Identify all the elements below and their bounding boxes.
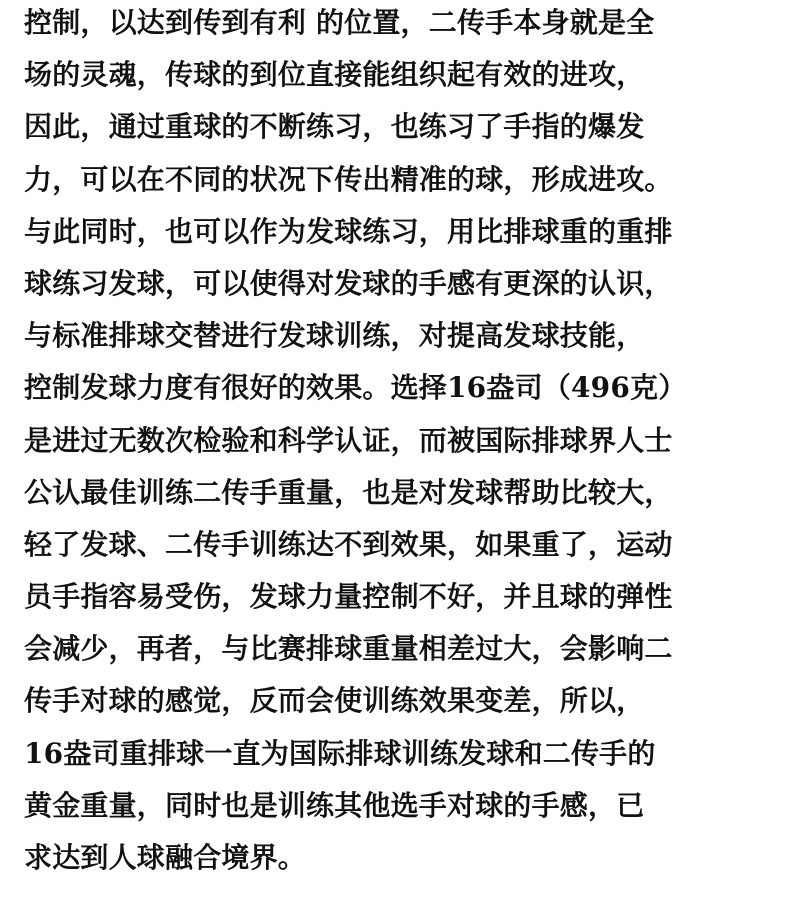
- text-line: 公认最佳训练二传手重量，也是对发球帮助比较大，: [24, 475, 673, 509]
- text-line: 因此，通过重球的不断练习，也练习了手指的爆发: [24, 110, 645, 144]
- text-line: 会减少，再者，与比赛排球重量相差过大，会影响二: [24, 632, 673, 666]
- text-line: 力，可以在不同的状况下传出精准的球，形成进攻。: [24, 162, 673, 196]
- text-line: 控制，以达到传到有利 的位置，二传手本身就是全: [24, 6, 655, 39]
- text-line: 16盎司重排球一直为国际排球训练发球和二传手的: [24, 736, 656, 770]
- text-line: 与标准排球交替进行发球训练，对提高发球技能，: [24, 319, 645, 353]
- text-line: 是进过无数次检验和科学认证，而被国际排球界人士: [24, 423, 673, 457]
- text-line: 球练习发球，可以使得对发球的手感有更深的认识，: [24, 266, 673, 300]
- text-line: 传手对球的感觉，反而会使训练效果变差，所以，: [24, 684, 645, 718]
- text-line: 与此同时，也可以作为发球练习，用比排球重的重排: [24, 214, 673, 248]
- document-body: [24, 0, 794, 884]
- text-line: 员手指容易受伤，发球力量控制不好，并且球的弹性: [24, 580, 673, 614]
- text-line: 场的灵魂，传球的到位直接能组织起有效的进攻，: [24, 58, 645, 92]
- text-line: 求达到人球融合境界。: [24, 841, 307, 874]
- text-line: 轻了发球、二传手训练达不到效果，如果重了，运动: [24, 527, 673, 561]
- text-line: 黄金重量，同时也是训练其他选手对球的手感，已: [24, 788, 645, 822]
- text-line: 控制发球力度有很好的效果。选择16盎司（496克）: [24, 371, 687, 405]
